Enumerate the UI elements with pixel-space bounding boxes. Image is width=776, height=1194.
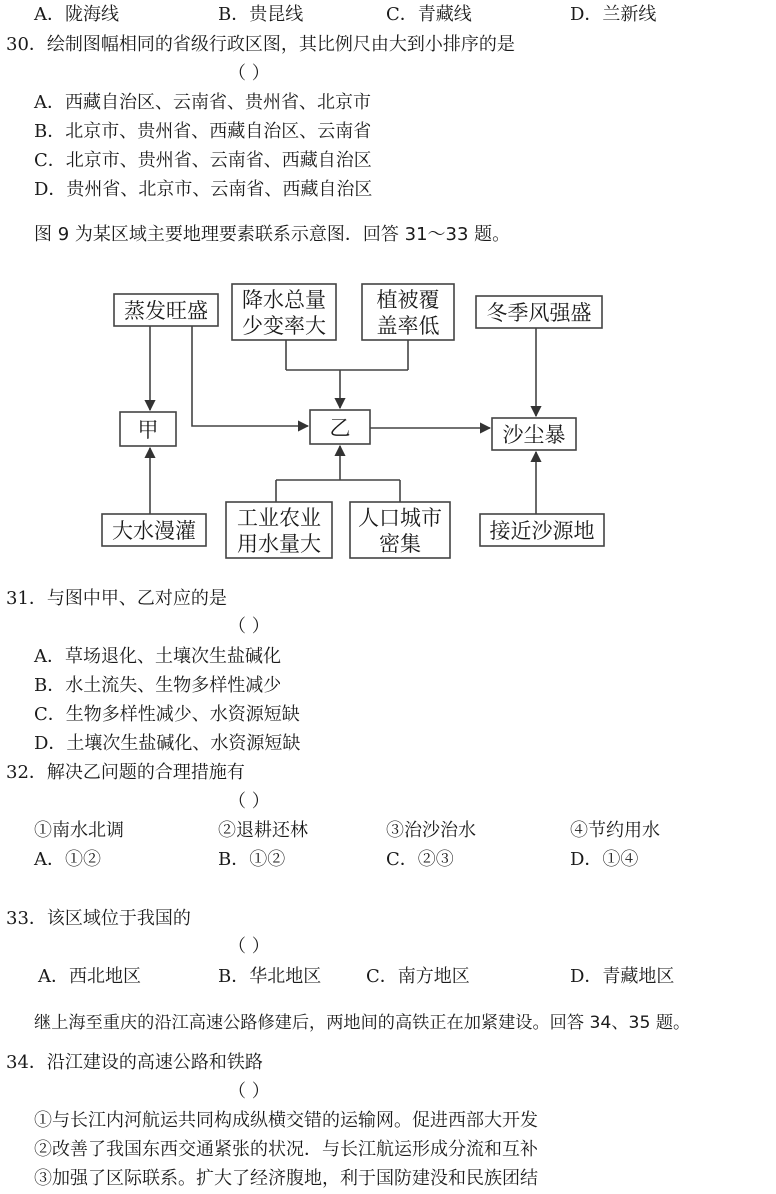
label-monsoon: 冬季风强盛 [486,301,592,325]
q34-stem: 34．沿江建设的高速公路和铁路 [6,1052,263,1073]
q29-option-d: D．兰新线 [570,4,657,25]
q32-stem: 32．解决乙问题的合理措施有 [6,762,245,783]
fig9-intro: 图 9 为某区域主要地理要素联系示意图．回答 31～33 题。 [34,224,511,245]
q34-item-2: ②改善了我国东西交通紧张的状况．与长江航运形成分流和互补 [34,1139,538,1160]
label-population-line2: 密集 [379,532,421,556]
label-evaporation: 蒸发旺盛 [124,299,208,323]
q33-option-d: D．青藏地区 [570,966,675,987]
q33-option-a: A．西北地区 [38,966,141,987]
label-flood-irrigation: 大水漫灌 [112,519,196,543]
q33-stem: 33．该区域位于我国的 [6,908,191,929]
q30-answer-paren: （ ） [228,63,270,84]
q34-item-3: ③加强了区际联系。扩大了经济腹地，利于国防建没和民族团结 [34,1168,538,1189]
q29-option-a: A．陇海线 [34,4,119,25]
q32-option-d: D．①④ [570,849,639,870]
q30-stem: 30．绘制图幅相同的省级行政区图，其比例尺由大到小排序的是 [6,34,515,55]
q29-option-b: B．贵昆线 [218,4,304,25]
q34-35-intro: 继上海至重庆的沿江高速公路修建后，两地间的高铁正在加紧建设。回答 34、35 题。 [34,1013,691,1033]
q32-option-b: B．①② [218,849,286,870]
label-jia: 甲 [137,418,159,442]
q31-option-d: D．土壤次生盐碱化、水资源短缺 [34,733,301,754]
q31-option-c: C．生物多样性减少、水资源短缺 [34,704,300,725]
label-sandstorm: 沙尘暴 [502,423,566,447]
label-yi: 乙 [329,416,351,440]
geo-relationship-diagram [96,280,616,570]
q34-answer-paren: （ ） [228,1081,270,1102]
q31-stem: 31．与图中甲、乙对应的是 [6,588,227,609]
label-sand-source: 接近沙源地 [489,519,595,543]
q30-option-a: A．西藏自治区、云南省、贵州省、北京市 [34,92,371,113]
q30-option-b: B．北京市、贵州省、西藏自治区、云南省 [34,121,372,142]
label-precip-line2: 少变率大 [242,314,326,338]
label-water-line1: 工业农业 [237,506,321,530]
q32-option-c: C．②③ [386,849,454,870]
q34-item-1: ①与长江内河航运共同构成纵横交错的运输网。促进西部大开发 [34,1110,538,1131]
label-water-line2: 用水量大 [237,532,321,556]
label-veg-line2: 盖率低 [376,314,440,338]
q33-option-c: C．南方地区 [366,966,470,987]
q33-option-b: B．华北地区 [218,966,322,987]
q31-answer-paren: （ ） [228,616,270,637]
q33-answer-paren: （ ） [228,936,270,957]
q29-option-c: C．青藏线 [386,4,472,25]
q32-answer-paren: （ ） [228,791,270,812]
label-precip-line1: 降水总量 [242,288,326,312]
q32-item-2: ②退耕还林 [218,820,308,841]
q32-item-4: ④节约用水 [570,820,660,841]
q31-option-b: B．水土流失、生物多样性减少 [34,675,282,696]
q31-option-a: A．草场退化、土壤次生盐碱化 [34,646,281,667]
q30-option-d: D．贵州省、北京市、云南省、西藏自治区 [34,179,373,200]
label-veg-line1: 植被覆 [376,288,440,312]
q32-option-a: A．①② [34,849,101,870]
q32-item-3: ③治沙治水 [386,820,476,841]
q32-item-1: ①南水北调 [34,820,124,841]
q30-option-c: C．北京市、贵州省、云南省、西藏自治区 [34,150,372,171]
label-population-line1: 人口城市 [358,506,442,530]
